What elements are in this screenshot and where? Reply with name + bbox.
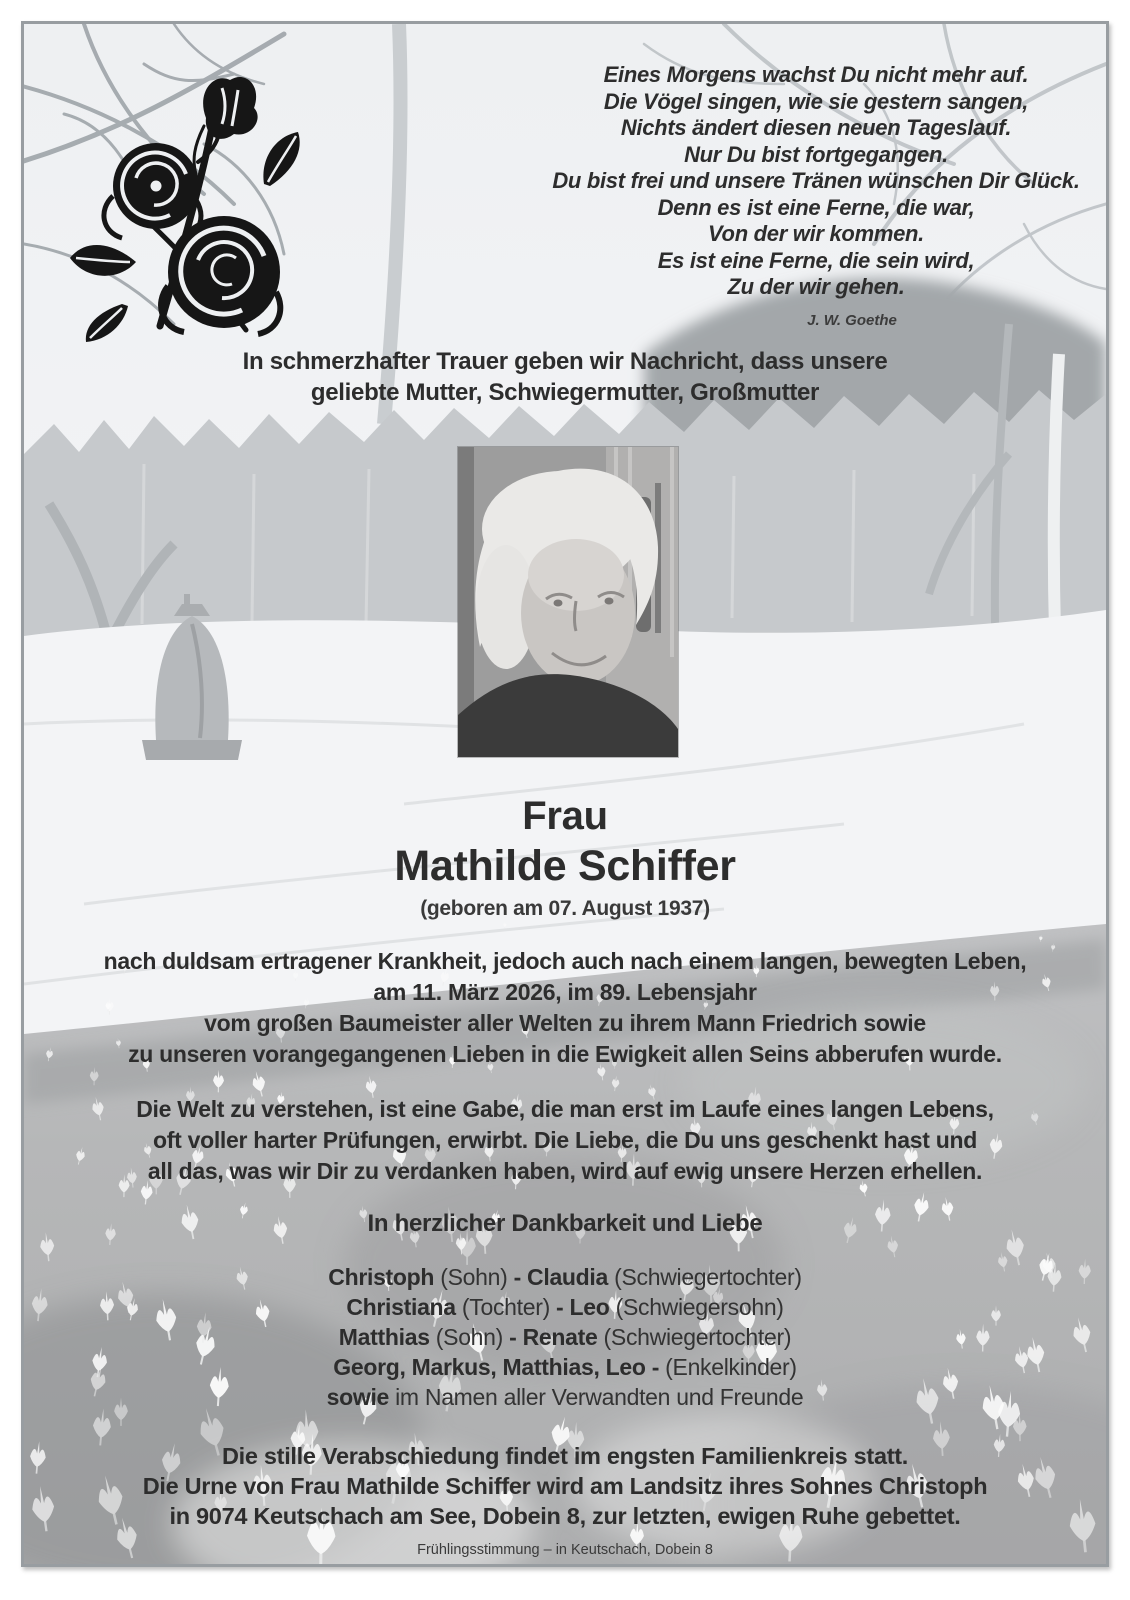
poem-attribution: J. W. Goethe [807,312,897,329]
rose-illustration [64,64,314,344]
family-relation: (Sohn) [434,1264,514,1290]
family-member: Christoph [328,1264,435,1290]
obituary-paragraph-1 [24,946,1106,1070]
deceased-block [24,792,1106,922]
poem-line: Die Vögel singen, wie sie gestern sangen, [603,88,1029,114]
rose-bud [203,77,258,139]
family-member: - Renate [509,1324,598,1350]
deceased-name: Mathilde Schiffer [394,842,736,890]
family-member: - Leo [556,1294,610,1320]
farewell-line: Die Urne von Frau Mathilde Schiffer wird am Landsitz ihres Sohnes Christoph [142,1473,988,1499]
poem-line: Zu der wir gehen. [727,274,905,299]
family-line [24,1382,1106,1412]
family-member: Georg, Markus, Matthias, Leo - [333,1354,660,1380]
poem-line: Eines Morgens wachst Du nicht mehr auf. [603,62,1029,87]
family-relation: (Tochter) [455,1294,557,1320]
farewell-line: Die stille Verabschiedung findet im engsten Familienkreis statt. [222,1443,908,1469]
deceased-salutation: Frau [522,794,608,838]
obituary-line: zu unseren vorangegangenen Lieben in die Ewigkeit allen Seins abberufen wurde. [128,1041,1002,1067]
announcement-line: In schmerzhafter Trauer geben wir Nachricht, dass unsere [242,348,888,375]
family-member: Christiana [346,1294,456,1320]
family-list [24,1262,1106,1412]
obituary-line: nach duldsam ertragener Krankheit, jedoch auch nach einem langen, bewegten Leben, [103,948,1027,974]
photo-caption: Frühlingsstimmung – in Keutschach, Dobein 8 [417,1542,713,1558]
obituary-line: oft voller harter Prüfungen, erwirbt. Die Liebe, die Du uns geschenkt hast und [153,1127,977,1153]
poem-line: Nichts ändert diesen neuen Tageslauf. [620,115,1012,140]
obituary-paragraph-2 [24,1094,1106,1187]
family-relation: im Namen aller Verwandten und Freunde [389,1384,804,1410]
family-relation: (Schwiegertochter) [597,1324,792,1350]
obituary-card [21,21,1109,1567]
birth-note: (geboren am 07. August 1937) [420,897,710,920]
poem-line: Nur Du bist fortgegangen. [684,141,948,167]
family-line [24,1352,1106,1382]
obituary-line: vom großen Baumeister aller Welten zu ihrem Mann Friedrich sowie [204,1010,926,1036]
family-line [24,1262,1106,1292]
rose-bloom-large [161,216,280,334]
poem-line: Denn es ist eine Ferne, die war, [657,194,975,220]
farewell-notice [24,1441,1106,1531]
obituary-line: Die Welt zu verstehen, ist eine Gabe, die man erst im Laufe eines langen Lebens, [136,1096,994,1122]
family-line [24,1292,1106,1322]
announcement [24,346,1106,408]
poem-line: Es ist eine Ferne, die sein wird, [657,247,975,273]
gratitude-line: In herzlicher Dankbarkeit und Liebe [367,1210,763,1237]
family-relation: (Enkelkinder) [659,1354,797,1380]
poem-line: Von der wir kommen. [708,221,924,246]
poem-line: Du bist frei und unsere Tränen wünschen Dir Glück. [552,168,1080,193]
family-relation: (Schwiegersohn) [609,1294,784,1320]
family-member: sowie [326,1384,390,1410]
family-relation: (Sohn) [429,1324,510,1350]
obituary-line: all das, was wir Dir zu verdanken haben, wird auf ewig unsere Herzen erhellen. [147,1158,983,1184]
family-member: Matthias [338,1324,430,1350]
announcement-line: geliebte Mutter, Schwiegermutter, Großmutter [310,379,820,406]
portrait-photo [458,447,678,757]
farewell-line: in 9074 Keutschach am See, Dobein 8, zur letzten, ewigen Ruhe gebettet. [169,1503,961,1529]
memorial-poem [524,62,1108,301]
obituary-line: am 11. März 2026, im 89. Lebensjahr [373,979,757,1005]
family-relation: (Schwiegertochter) [608,1264,802,1290]
family-line [24,1322,1106,1352]
family-member: - Claudia [513,1264,609,1290]
